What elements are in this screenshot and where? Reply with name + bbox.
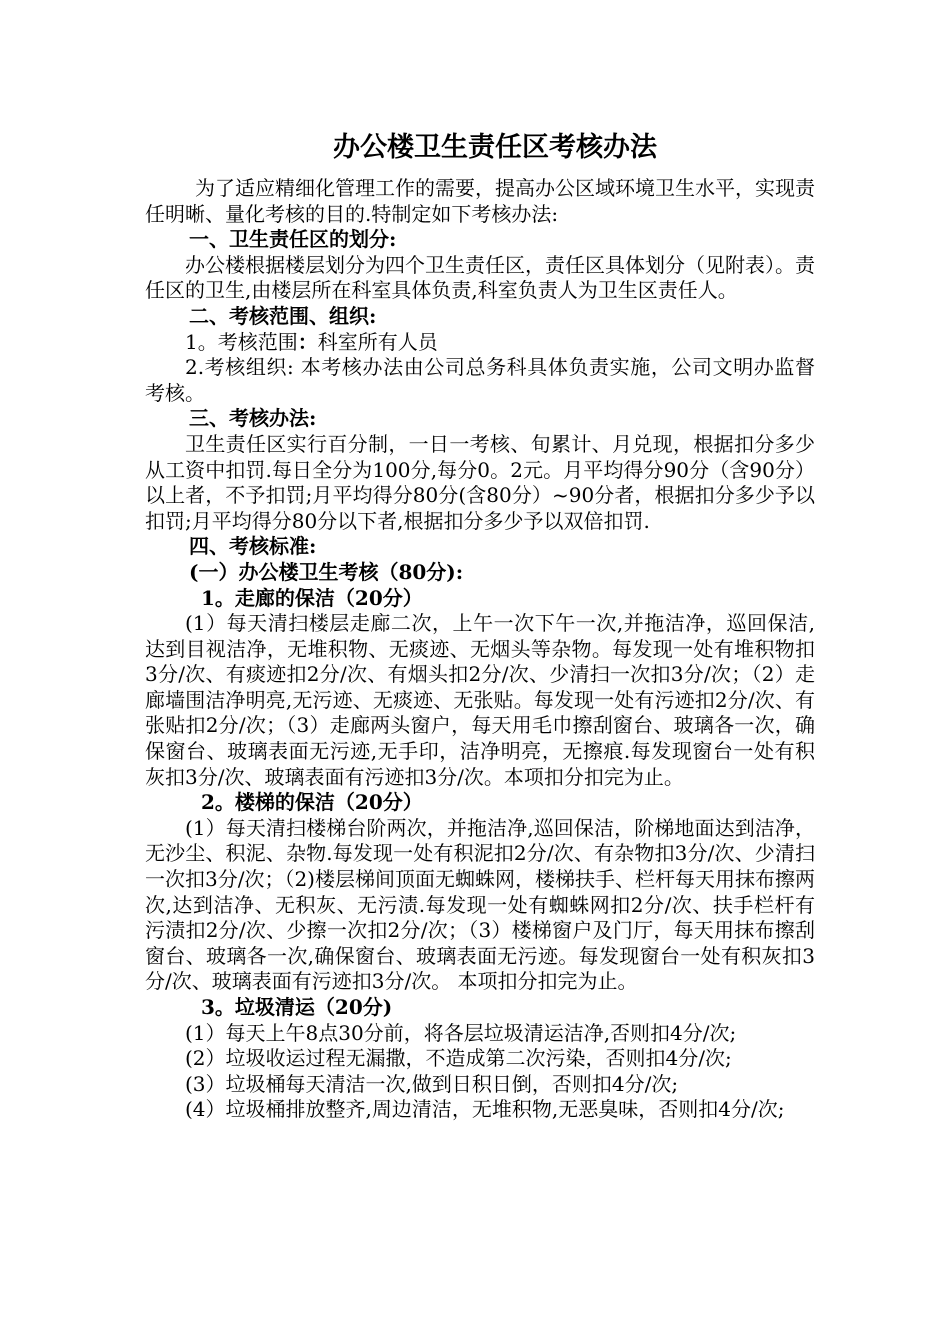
section-2-item-1 [145, 330, 815, 356]
document-page [145, 128, 815, 1123]
garbage-line-2: (2）垃圾收运过程无漏撒，不造成第二次污染，否则扣4分/次; [185, 1046, 732, 1071]
section-2-item-2: 2.考核组织: 本考核办法由公司总务科具体负责实施，公司文明办监督考核。 [145, 355, 815, 405]
intro-paragraph: 为了适应精细化管理工作的需要，提高办公区域环境卫生水平，实现责任明晰、量化考核的目的.特制定如下考核办法: [145, 176, 815, 226]
corridor-heading: 1。走廊的保洁（20分） [201, 585, 423, 610]
section-4-sub-heading: (一）办公楼卫生考核（80分): [189, 559, 464, 584]
section-2-heading: 二、考核范围、组织: [189, 303, 377, 328]
garbage-line-4: (4）垃圾桶排放整齐,周边清洁，无堆积物,无恶臭味，否则扣4分/次; [185, 1097, 785, 1122]
section-1-text: 办公楼根据楼层划分为四个卫生责任区，责任区具体划分（见附表）。责任区的卫生,由楼层所在科室具体负责,科室负责人为卫生区责任人。 [145, 252, 815, 303]
corridor-text: (1）每天清扫楼层走廊二次，上午一次下午一次,并拖洁净，巡回保洁,达到目视洁净，无堆积物、无痰迹、无烟头等杂物。每发现一处有堆积物扣3分/次、有痰迹扣2分/次、有烟头扣2分/次、少清扫一次扣3分/次；（2）走廊墙围洁净明亮,无污迹、无痰迹、无张贴。每发现一处有污迹扣2分/次、有张贴扣2分/次；（3）走廊两头窗户，每天用毛巾擦刮窗台、玻璃各一次，确保窗台、玻璃表面无污迹,无手印，洁净明亮，无擦痕.每发现窗台一处有积灰扣3分/次、玻璃表面有污迹扣3分/次。本项扣分扣完为止。 [145, 611, 815, 789]
section-1-heading: 一、卫生责任区的划分: [189, 227, 397, 252]
garbage-heading: 3。垃圾清运（20分) [201, 995, 393, 1019]
item-1-colon: ： [297, 329, 318, 354]
section-4-heading: 四、考核标准: [189, 534, 317, 559]
item-1-prefix: 1。考核范围 [185, 329, 298, 354]
section-3-text: 卫生责任区实行百分制，一日一考核、旬累计、月兑现，根据扣分多少从工资中扣罚.每日全分为100分,每分0。2元。月平均得分90分（含90分）以上者，不予扣罚;月平均得分80分(含80分）~90分者，根据扣分多少予以扣罚;月平均得分80分以下者,根据扣分多少予以双倍扣罚. [145, 431, 815, 533]
stairs-heading: 2。楼梯的保洁（20分） [201, 790, 423, 815]
stairs-text: (1）每天清扫楼梯台阶两次，并拖洁净,巡回保洁，阶梯地面达到洁净，无沙尘、积泥、杂物.每发现一处有积泥扣2分/次、有杂物扣3分/次、少清扫一次扣3分/次；（2)楼层梯间顶面无蜘蛛网，楼梯扶手、栏杆每天用抹布擦两次,达到洁净、无积灰、无污渍.每发现一处有蜘蛛网扣2分/次、扶手栏杆有污渍扣2分/次、少擦一次扣2分/次；（3）楼梯窗户及门厅，每天用抹布擦刮窗台、玻璃各一次,确保窗台、玻璃表面无污迹。每发现窗台一处有积灰扣3分/次、玻璃表面有污迹扣3分/次。 本项扣分扣完为止。 [145, 815, 815, 994]
item-1-text: 科室所有人员 [317, 329, 438, 354]
section-3-heading: 三、考核办法: [189, 406, 317, 431]
garbage-line-3: (3）垃圾桶每天清洁一次,做到日积日倒，否则扣4分/次; [185, 1071, 679, 1096]
document-title: 办公楼卫生责任区考核办法 [333, 132, 657, 163]
garbage-line-1: (1）每天上午8点30分前，将各层垃圾清运洁净,否则扣4分/次; [185, 1020, 737, 1045]
